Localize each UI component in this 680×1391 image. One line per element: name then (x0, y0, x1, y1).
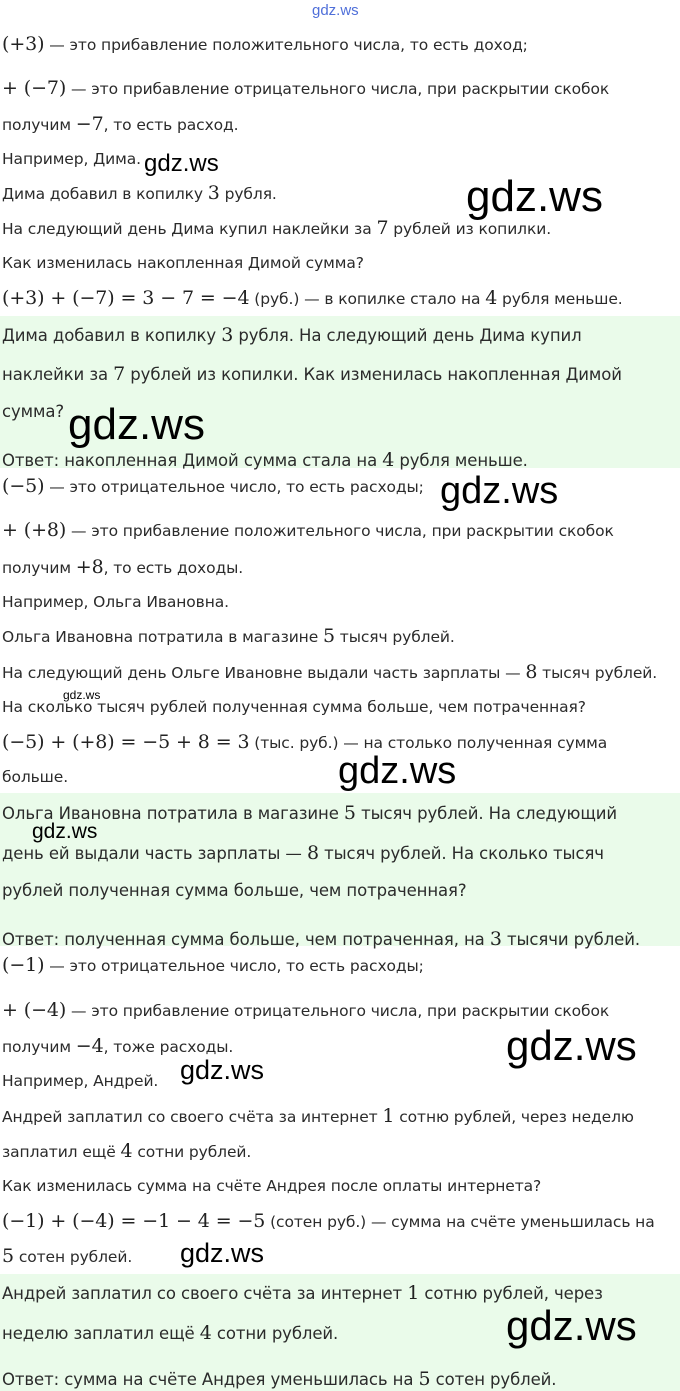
watermark: gdz.ws (466, 172, 603, 221)
s2-answer-line-3: рублей полученная сумма больше, чем потраченная? (2, 881, 467, 900)
watermark: gdz.ws (180, 1238, 265, 1268)
s3-line-6: заплатил ещё 4 сотни рублей. (2, 1140, 252, 1162)
s3-line-8: (−1) + (−4) = −1 − 4 = −5 (сотен руб.) — сумма на счёте уменьшилась на (2, 1210, 655, 1232)
s1-line-2: + (−7) — это прибавление отрицательного числа, при раскрытии скобок (2, 77, 610, 99)
s3-line-5: Андрей заплатил со своего счёта за интернет 1 сотню рублей, через неделю (2, 1105, 634, 1127)
s2-line-4: Например, Ольга Ивановна. (2, 593, 229, 611)
s1-line-6: На следующий день Дима купил наклейки за 7 рублей из копилки. (2, 217, 552, 239)
s2-line-6: На следующий день Ольге Ивановне выдали часть зарплаты — 8 тысяч рублей. (2, 661, 658, 683)
s1-line-4: Например, Дима. (2, 150, 141, 168)
s3-line-1: (−1) — это отрицательное число, то есть расходы; (2, 954, 424, 976)
s2-line-5: Ольга Ивановна потратила в магазине 5 тысяч рублей. (2, 625, 455, 647)
watermark: gdz.ws (440, 470, 559, 512)
s2-answer-line-2: день ей выдали часть зарплаты — 8 тысяч рублей. На сколько тысяч (2, 842, 604, 864)
watermark: gdz.ws (338, 750, 457, 792)
s1-line-5: Дима добавил в копилку 3 рубля. (2, 182, 277, 204)
s3-line-4: Например, Андрей. (2, 1072, 159, 1090)
s3-answer-line-3: Ответ: сумма на счёте Андрея уменьшилась на 5 сотен рублей. (2, 1368, 557, 1390)
s3-line-2: + (−4) — это прибавление отрицательного числа, при раскрытии скобок (2, 999, 610, 1021)
s2-line-2: + (+8) — это прибавление положительного числа, при раскрытии скобок (2, 519, 614, 541)
s2-line-3: получим +8, то есть доходы. (2, 556, 244, 578)
s1-answer-line-2: наклейки за 7 рублей из копилки. Как изменилась накопленная Димой (2, 363, 622, 385)
s2-line-9: больше. (2, 768, 69, 786)
s1-answer-line-1: Дима добавил в копилку 3 рубля. На следующий день Дима купил (2, 324, 582, 346)
s2-line-8: (−5) + (+8) = −5 + 8 = 3 (тыс. руб.) — на столько полученная сумма (2, 731, 608, 753)
s3-line-9: 5 сотен рублей. (2, 1245, 133, 1267)
s1-line-3: получим −7, то есть расход. (2, 113, 239, 135)
s2-answer-line-4: Ответ: полученная сумма больше, чем потраченная, на 3 тысячи рублей. (2, 928, 641, 950)
watermark: gdz.ws (144, 150, 219, 177)
s2-line-1: (−5) — это отрицательное число, то есть расходы; (2, 475, 424, 497)
s2-line-7: На сколько тысяч рублей полученная сумма больше, чем потраченная? (2, 698, 586, 716)
s1-line-7: Как изменилась накопленная Димой сумма? (2, 254, 364, 272)
watermark: gdz.ws (63, 688, 101, 702)
s1-line-8: (+3) + (−7) = 3 − 7 = −4 (руб.) — в копилке стало на 4 рубля меньше. (2, 287, 623, 309)
s1-answer-line-3: сумма? (2, 402, 65, 421)
s1-answer-line-4: Ответ: накопленная Димой сумма стала на 4 рубля меньше. (2, 449, 528, 471)
watermark: gdz.ws (68, 400, 205, 449)
watermark: gdz.ws (506, 1022, 637, 1069)
s3-line-3: получим −4, тоже расходы. (2, 1035, 234, 1057)
s2-answer-line-1: Ольга Ивановна потратила в магазине 5 тысяч рублей. На следующий (2, 802, 618, 824)
watermark: gdz.ws (32, 820, 98, 843)
s3-answer-line-2: неделю заплатил ещё 4 сотни рублей. (2, 1322, 339, 1344)
s3-line-7: Как изменилась сумма на счёте Андрея после оплаты интернета? (2, 1177, 542, 1195)
s1-line-1: (+3) — это прибавление положительного числа, то есть доход; (2, 33, 528, 55)
s3-answer-line-1: Андрей заплатил со своего счёта за интернет 1 сотню рублей, через (2, 1282, 603, 1304)
watermark: gdz.ws (506, 1302, 637, 1349)
watermark: gdz.ws (180, 1055, 265, 1085)
s2-answer-block (0, 793, 680, 950)
watermark-top: gdz.ws (312, 2, 359, 19)
